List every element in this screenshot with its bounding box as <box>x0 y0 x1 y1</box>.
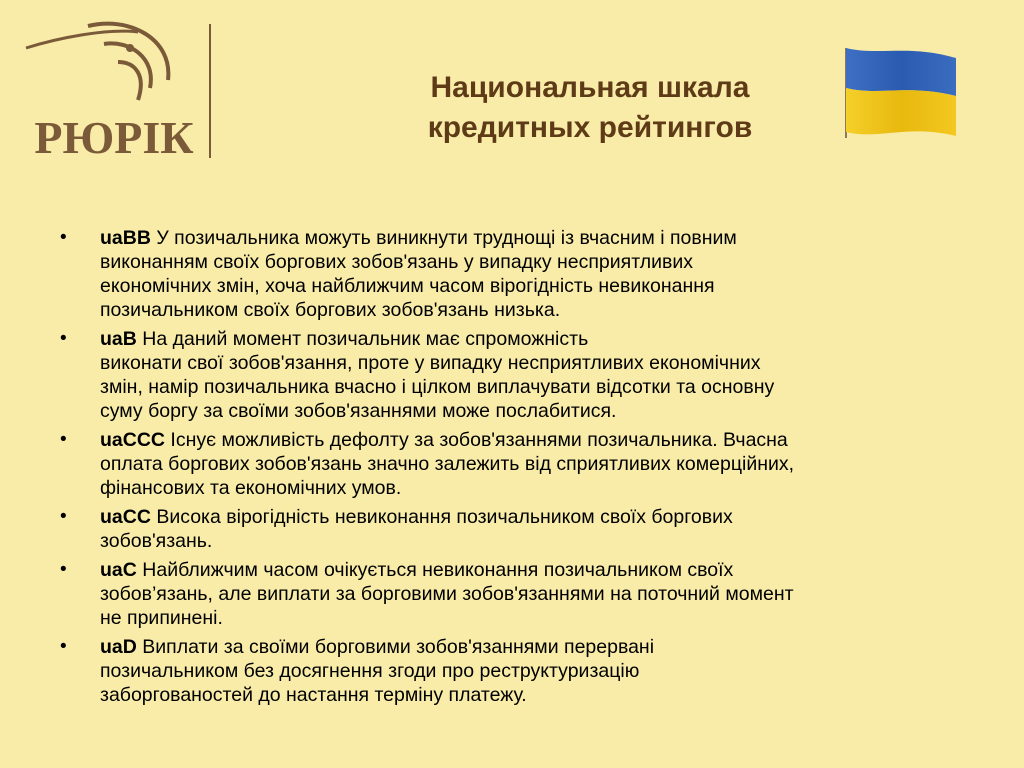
item-text-line: У позичальника можуть виникнути труднощі із вчасним і повним <box>150 227 737 249</box>
rating-code: uaD <box>100 636 137 658</box>
item-text-line: виконанням своїх боргових зобов'язань у випадку несприятливих <box>100 251 693 273</box>
item-text-line: На даний момент позичальник має спроможність <box>136 328 589 350</box>
list-item <box>0 428 1024 500</box>
svg-text:РЮРІК: РЮРІК <box>34 112 194 163</box>
bullet-icon: • <box>60 328 67 349</box>
bullet-icon: • <box>60 636 67 657</box>
bullet-icon: • <box>60 227 67 248</box>
rating-code: uaC <box>100 559 137 581</box>
bullet-icon: • <box>60 506 67 527</box>
bird-head-icon <box>18 18 214 164</box>
list-item <box>0 226 1024 322</box>
item-text-line: заборгованостей до настання терміну платежу. <box>100 684 527 706</box>
page-title <box>360 68 820 148</box>
item-text-line: зобов’язань, але виплати за борговими зобов'язаннями на поточний момент <box>100 583 794 605</box>
rating-code: uaBB <box>100 227 151 249</box>
item-text-line: зобов'язань. <box>100 530 213 552</box>
item-text-line: позичальником своїх боргових зобов'язань низька. <box>100 299 561 321</box>
item-text-line: фінансових та економічних умов. <box>100 477 402 499</box>
rating-list <box>0 226 1024 712</box>
ukraine-flag-icon <box>838 44 962 142</box>
ryurik-logo <box>18 18 214 164</box>
item-text-line: Існує можливість дефолту за зобов'язаннями позичальника. Вчасна <box>165 429 788 451</box>
item-text-line: виконати свої зобов'язання, проте у випадку несприятливих економічних <box>100 352 761 374</box>
item-text-line: Найближчим часом очікується невиконання позичальником своїх <box>136 559 734 581</box>
list-item <box>0 505 1024 553</box>
title-line-1: Национальная шкала <box>430 71 750 104</box>
list-item <box>0 635 1024 707</box>
item-text-line: економічних змін, хоча найближчим часом вірогідність невиконання <box>100 275 715 297</box>
rating-code: uaB <box>100 328 137 350</box>
bullet-icon: • <box>60 559 67 580</box>
item-text-line: позичальником без досягнення згоди про реструктуризацію <box>100 660 640 682</box>
rating-code: uaCC <box>100 506 151 528</box>
item-text-line: не припинені. <box>100 607 223 629</box>
item-text-line: оплата боргових зобов'язань значно залежить від сприятливих комерційних, <box>100 453 795 475</box>
item-text-line: Виплати за своїми борговими зобов'язаннями перервані <box>136 636 655 658</box>
item-text-line: Висока вірогідність невиконання позичальником своїх боргових <box>150 506 733 528</box>
rating-code: uaCCC <box>100 429 166 451</box>
item-text-line: змін, намір позичальника вчасно і цілком виплачувати відсотки та основну <box>100 376 775 398</box>
item-text-line: суму боргу за своїми зобов'язаннями може послабитися. <box>100 400 617 422</box>
bullet-icon: • <box>60 429 67 450</box>
title-line-2: кредитных рейтингов <box>427 111 753 144</box>
list-item <box>0 327 1024 423</box>
list-item <box>0 558 1024 630</box>
